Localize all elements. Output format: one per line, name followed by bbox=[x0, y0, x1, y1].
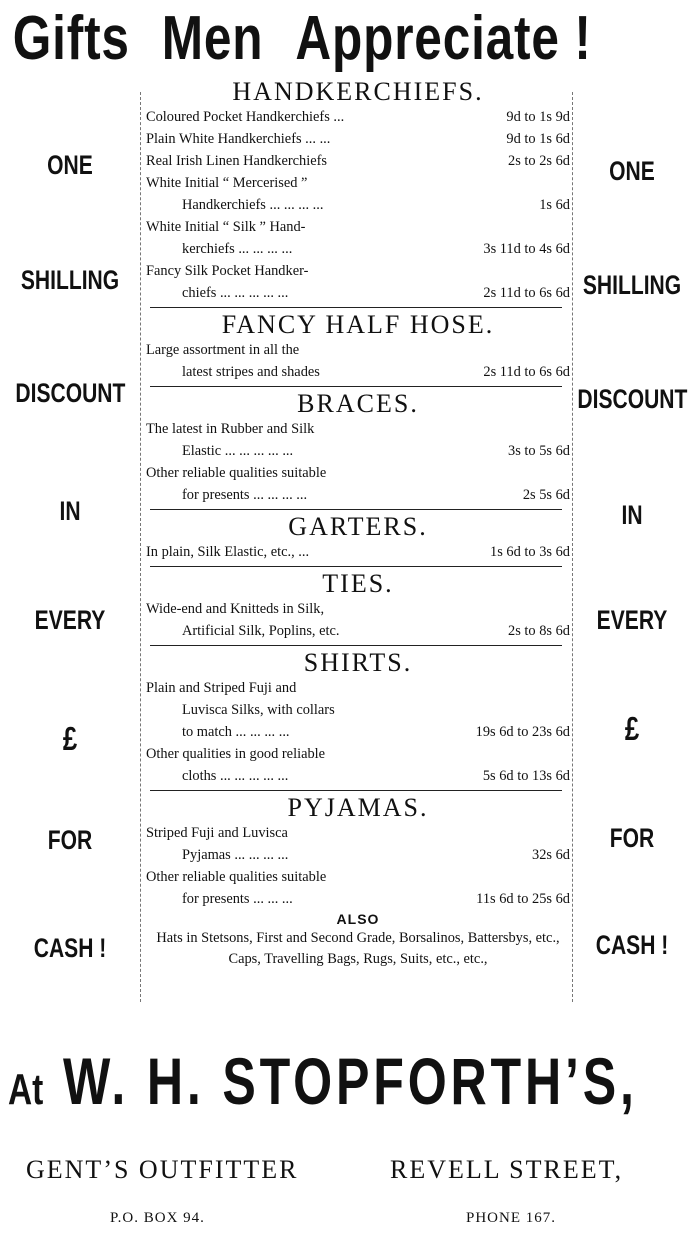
section-ties bbox=[146, 570, 570, 642]
item-description: to match ... ... ... ... bbox=[182, 724, 290, 740]
item-description: chiefs ... ... ... ... ... bbox=[182, 285, 289, 301]
phone-number: PHONE 167. bbox=[466, 1210, 557, 1226]
price-line bbox=[146, 844, 570, 866]
headline-word-3: Appreciate ! bbox=[295, 4, 592, 73]
side-word: ONE bbox=[609, 156, 655, 186]
item-description: Fancy Silk Pocket Handker- bbox=[146, 263, 309, 279]
pound-sign: £ bbox=[62, 720, 78, 757]
item-description: White Initial “ Silk ” Hand- bbox=[146, 219, 306, 235]
price-line bbox=[146, 440, 570, 462]
left-column-rule bbox=[140, 92, 141, 1002]
item-description: Wide-end and Knitteds in Silk, bbox=[146, 601, 325, 617]
price-line bbox=[146, 128, 570, 150]
section-divider bbox=[150, 509, 562, 510]
headline bbox=[0, 0, 592, 82]
section-braces bbox=[146, 390, 570, 506]
price-list bbox=[146, 78, 570, 970]
side-word: SHILLING bbox=[582, 270, 682, 300]
item-price: 2s to 2s 6d bbox=[508, 153, 570, 169]
item-price: 1s 6d to 3s 6d bbox=[490, 544, 570, 560]
at-word: At bbox=[8, 1065, 44, 1114]
item-description: Elastic ... ... ... ... ... bbox=[182, 443, 294, 459]
item-description: Artificial Silk, Poplins, etc. bbox=[182, 623, 340, 639]
price-line bbox=[146, 361, 570, 383]
section-divider bbox=[150, 566, 562, 567]
item-description: latest stripes and shades bbox=[182, 364, 320, 380]
item-description: Other qualities in good reliable bbox=[146, 746, 326, 762]
item-price: 11s 6d to 25s 6d bbox=[476, 891, 570, 907]
also-text: Hats in Stetsons, First and Second Grade, Borsalinos, Battersbys, etc., Caps, Travelling Bags, Rugs, Suits, etc., etc., bbox=[156, 930, 560, 967]
item-description: Large assortment in all the bbox=[146, 342, 300, 358]
section-also bbox=[146, 910, 570, 970]
section-divider bbox=[150, 307, 562, 308]
side-word: FOR bbox=[609, 823, 655, 853]
side-word: IN bbox=[59, 496, 81, 526]
item-price: 32s 6d bbox=[532, 847, 570, 863]
item-description: Real Irish Linen Handkerchiefs bbox=[146, 153, 328, 169]
item-description: cloths ... ... ... ... ... bbox=[182, 768, 289, 784]
side-word: EVERY bbox=[596, 605, 668, 635]
shop-name bbox=[8, 1038, 638, 1128]
section-title: TIES. bbox=[322, 569, 394, 598]
section-half-hose bbox=[146, 311, 570, 383]
item-description: Coloured Pocket Handkerchiefs ... bbox=[146, 109, 345, 125]
section-divider bbox=[150, 790, 562, 791]
item-price: 9d to 1s 9d bbox=[506, 109, 570, 125]
pound-sign: £ bbox=[624, 710, 640, 747]
section-title: BRACES. bbox=[297, 389, 419, 418]
section-title: GARTERS. bbox=[288, 512, 428, 541]
price-line bbox=[146, 238, 570, 260]
item-description: Plain and Striped Fuji and bbox=[146, 680, 297, 696]
section-handkerchiefs bbox=[146, 78, 570, 304]
item-price: 3s 11d to 4s 6d bbox=[483, 241, 570, 257]
section-title: FANCY HALF HOSE. bbox=[221, 310, 495, 339]
section-pyjamas bbox=[146, 794, 570, 910]
section-title: HANDKERCHIEFS. bbox=[232, 77, 484, 106]
side-word: IN bbox=[621, 500, 643, 530]
item-description: Plain White Handkerchiefs ... ... bbox=[146, 131, 331, 147]
side-word: DISCOUNT bbox=[577, 384, 688, 414]
headline-word-2: Men bbox=[161, 4, 264, 73]
street-address: REVELL STREET, bbox=[390, 1155, 624, 1184]
price-line bbox=[146, 282, 570, 304]
section-divider bbox=[150, 645, 562, 646]
price-line bbox=[146, 765, 570, 787]
item-price: 5s 6d to 13s 6d bbox=[482, 768, 570, 784]
left-discount-column bbox=[0, 150, 140, 1000]
price-line bbox=[146, 150, 570, 172]
right-column-rule bbox=[572, 92, 573, 1002]
item-price: 2s 11d to 6s 6d bbox=[483, 285, 570, 301]
side-word: ONE bbox=[47, 150, 93, 180]
item-description: for presents ... ... ... bbox=[182, 891, 293, 907]
section-shirts bbox=[146, 649, 570, 787]
side-word: SHILLING bbox=[20, 265, 120, 295]
section-garters bbox=[146, 513, 570, 563]
item-description: In plain, Silk Elastic, etc., ... bbox=[146, 544, 310, 560]
headline-word-1: Gifts bbox=[12, 4, 130, 73]
po-box: P.O. BOX 94. bbox=[110, 1210, 205, 1226]
side-word: CASH ! bbox=[33, 933, 107, 963]
right-discount-column bbox=[562, 150, 700, 1000]
item-price: 1s 6d bbox=[539, 197, 570, 213]
item-description: Striped Fuji and Luvisca bbox=[146, 825, 288, 841]
section-title: PYJAMAS. bbox=[287, 793, 429, 822]
also-heading: ALSO bbox=[336, 911, 380, 927]
item-price: 3s to 5s 6d bbox=[508, 443, 570, 459]
item-description: kerchiefs ... ... ... ... bbox=[182, 241, 293, 257]
item-price: 9d to 1s 6d bbox=[506, 131, 570, 147]
item-description: White Initial “ Mercerised ” bbox=[146, 175, 308, 191]
side-word: CASH ! bbox=[595, 930, 669, 960]
item-description: Other reliable qualities suitable bbox=[146, 869, 327, 885]
price-line bbox=[146, 194, 570, 216]
price-line bbox=[146, 888, 570, 910]
side-word: EVERY bbox=[34, 605, 106, 635]
section-divider bbox=[150, 386, 562, 387]
price-line bbox=[146, 106, 570, 128]
price-line bbox=[146, 484, 570, 506]
price-line bbox=[146, 541, 570, 563]
trade-label: GENT’S OUTFITTER bbox=[26, 1155, 299, 1184]
price-line bbox=[146, 620, 570, 642]
side-word: DISCOUNT bbox=[15, 378, 126, 408]
item-price: 19s 6d to 23s 6d bbox=[475, 724, 570, 740]
item-price: 2s to 8s 6d bbox=[508, 623, 570, 639]
side-word: FOR bbox=[47, 825, 93, 855]
item-description: Other reliable qualities suitable bbox=[146, 465, 327, 481]
section-title: SHIRTS. bbox=[303, 648, 413, 677]
item-price: 2s 11d to 6s 6d bbox=[483, 364, 570, 380]
item-description: Pyjamas ... ... ... ... bbox=[182, 847, 289, 863]
item-description: Handkerchiefs ... ... ... ... bbox=[182, 197, 324, 213]
proprietor-name: W. H. STOPFORTH’S, bbox=[63, 1044, 638, 1118]
item-price: 2s 5s 6d bbox=[522, 487, 570, 503]
price-line bbox=[146, 721, 570, 743]
item-description: Luvisca Silks, with collars bbox=[182, 702, 335, 718]
item-description: The latest in Rubber and Silk bbox=[146, 421, 315, 437]
item-description: for presents ... ... ... ... bbox=[182, 487, 308, 503]
